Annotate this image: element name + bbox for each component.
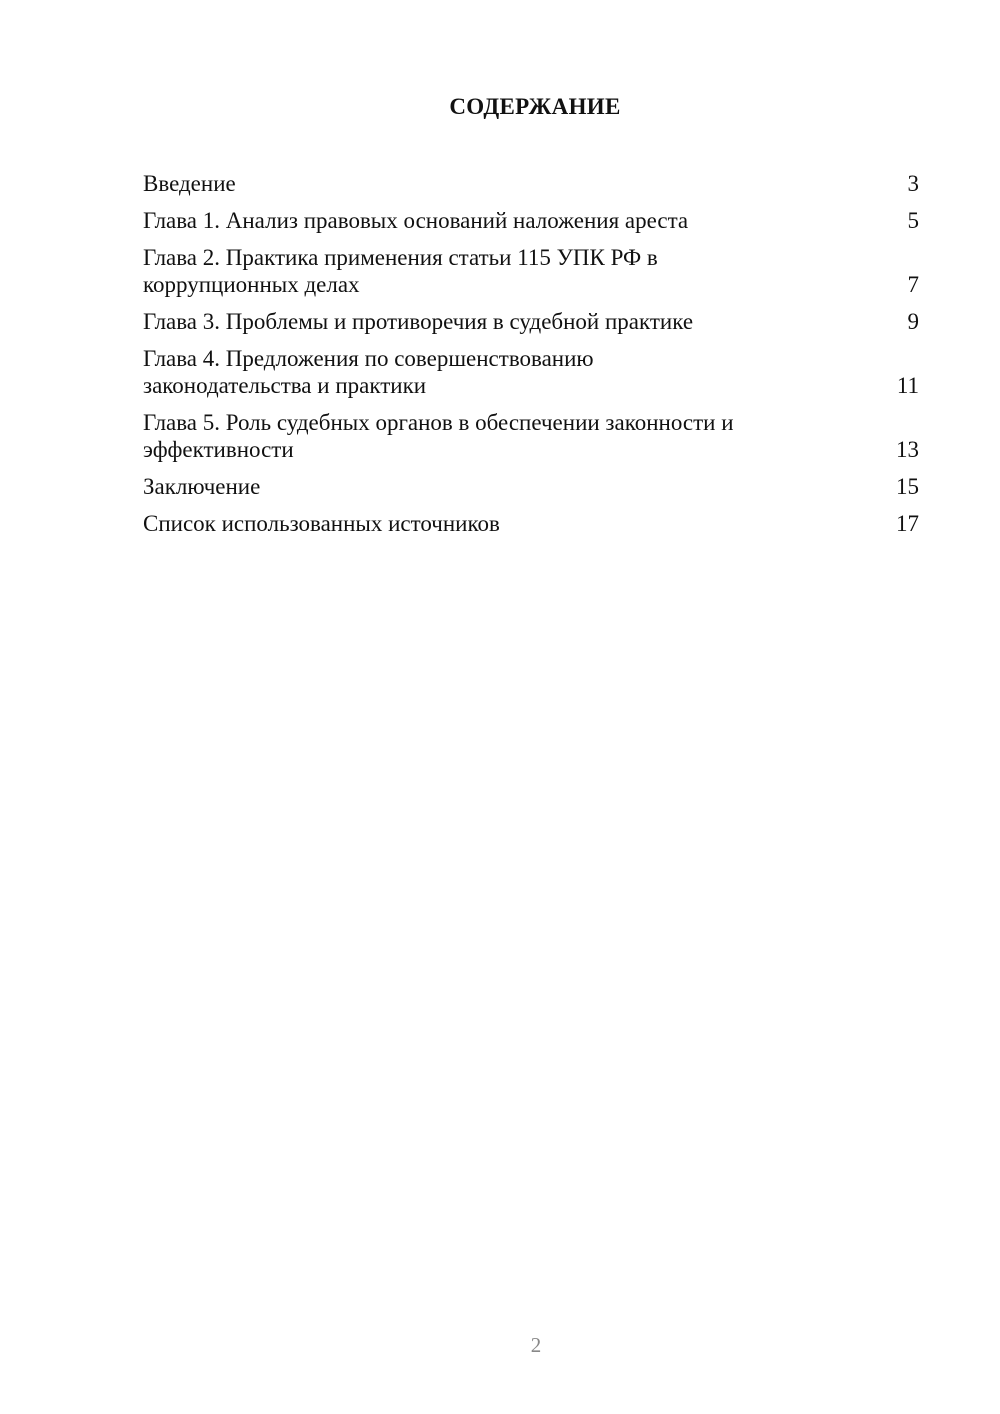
- toc-entry-chapter-4[interactable]: [143, 345, 919, 399]
- toc-entry-references[interactable]: [143, 510, 919, 537]
- toc-entry-page-number: 17: [896, 511, 919, 536]
- toc-entry-label: Глава 1. Анализ правовых оснований наложения ареста: [143, 208, 689, 233]
- toc-entry-chapter-2[interactable]: [143, 244, 919, 298]
- toc-entry-label: Глава 4. Предложения по совершенствованию законодательства и практики: [143, 346, 594, 398]
- toc-entry-label: Глава 5. Роль судебных органов в обеспечении законности и эффективности: [143, 410, 734, 462]
- page-title: СОДЕРЖАНИЕ: [449, 94, 621, 119]
- toc-entry-label: Глава 2. Практика применения статьи 115 УПК РФ в коррупционных делах: [143, 245, 658, 297]
- toc-entry-chapter-1[interactable]: [143, 207, 919, 234]
- toc-entry-label: Список использованных источников: [143, 511, 500, 536]
- toc-entry-page-number: 9: [907, 309, 919, 334]
- toc-entry-page-number: 5: [907, 208, 919, 233]
- toc-entry-chapter-5[interactable]: [143, 409, 919, 463]
- toc-entry-label: Глава 3. Проблемы и противоречия в судебной практике: [143, 309, 694, 334]
- toc-entry-label: Введение: [143, 171, 236, 196]
- toc-entry-conclusion[interactable]: [143, 473, 919, 500]
- toc-entry-page-number: 15: [896, 474, 919, 499]
- toc-entry-chapter-3[interactable]: [143, 308, 919, 335]
- toc-entry-page-number: 13: [896, 437, 919, 462]
- toc-entry-page-number: 3: [907, 171, 919, 196]
- toc-entry-page-number: 11: [896, 373, 919, 398]
- table-of-contents: [143, 170, 919, 547]
- toc-entry-label: Заключение: [143, 474, 261, 499]
- toc-entry-introduction[interactable]: [143, 170, 919, 197]
- page-number: 2: [530, 1333, 542, 1357]
- toc-entry-page-number: 7: [907, 272, 919, 297]
